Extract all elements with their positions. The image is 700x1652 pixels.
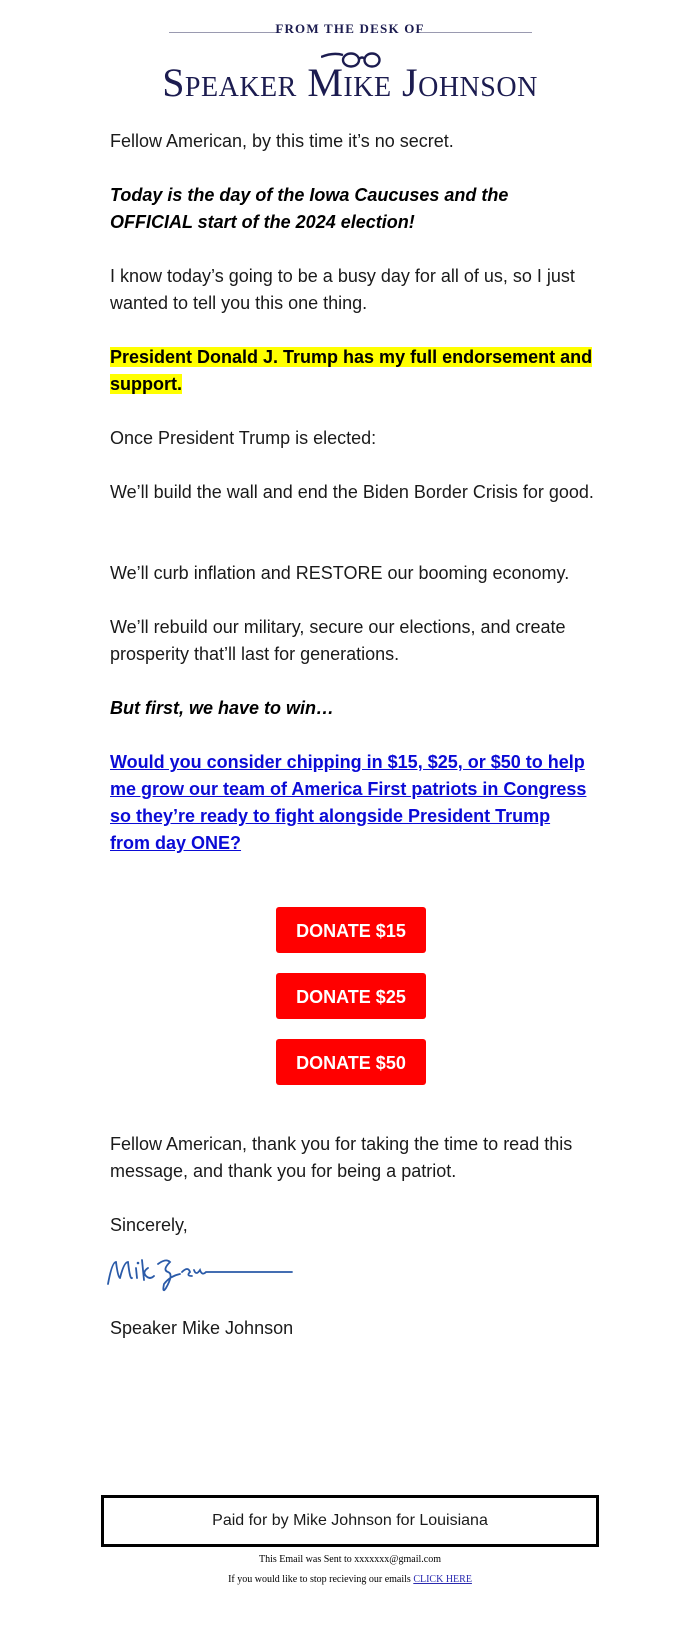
donate-25-button[interactable]: DONATE $25	[276, 973, 426, 1019]
donate-50-button[interactable]: DONATE $50	[276, 1039, 426, 1085]
caucus-text: Today is the day of the Iowa Caucuses and the OFFICIAL start of the 2024 election!	[110, 185, 509, 232]
once-elected-paragraph: Once President Trump is elected:	[110, 428, 377, 448]
economy-paragraph: We’ll curb inflation and RESTORE our booming economy.	[110, 563, 570, 583]
caucus-paragraph	[110, 182, 595, 236]
cta-paragraph	[110, 749, 590, 857]
busy-day-paragraph: I know today’s going to be a busy day for all of us, so I just wanted to tell you this one thing.	[110, 266, 575, 313]
unsubscribe-link[interactable]: CLICK HERE	[413, 1574, 472, 1585]
letterhead	[0, 0, 700, 120]
closing-text: Sincerely,	[110, 1215, 188, 1235]
speaker-name-logo: Speaker Mike Johnson	[162, 60, 538, 105]
endorsement-paragraph	[110, 344, 595, 398]
thank-you-paragraph: Fellow American, thank you for taking the time to read this message, and thank you for being a patriot.	[110, 1134, 573, 1181]
signer-name: Speaker Mike Johnson	[110, 1318, 294, 1338]
desk-label: FROM THE DESK OF	[275, 21, 425, 36]
signature-image	[104, 1248, 296, 1296]
sent-to-notice: This Email was Sent to xxxxxxx@gmail.com	[259, 1554, 441, 1565]
greeting-paragraph: Fellow American, by this time it’s no secret.	[110, 131, 454, 151]
win-text: But first, we have to win…	[110, 698, 335, 718]
military-paragraph: We’ll rebuild our military, secure our elections, and create prosperity that’ll last for generations.	[110, 617, 566, 664]
paid-for-disclaimer: Paid for by Mike Johnson for Louisiana	[101, 1495, 599, 1547]
border-paragraph: We’ll build the wall and end the Biden Border Crisis for good.	[110, 482, 594, 502]
donate-15-button[interactable]: DONATE $15	[276, 907, 426, 953]
chip-in-link[interactable]: Would you consider chipping in $15, $25, or $50 to help me grow our team of America First patriots in Congress so they’re ready to fight alongside President Trump from day ONE?	[110, 752, 587, 853]
unsubscribe-notice	[0, 1574, 700, 1585]
win-paragraph	[110, 695, 595, 722]
unsubscribe-prefix: If you would like to stop recieving our emails	[228, 1574, 411, 1585]
endorsement-highlight: President Donald J. Trump has my full endorsement and support.	[110, 347, 593, 394]
